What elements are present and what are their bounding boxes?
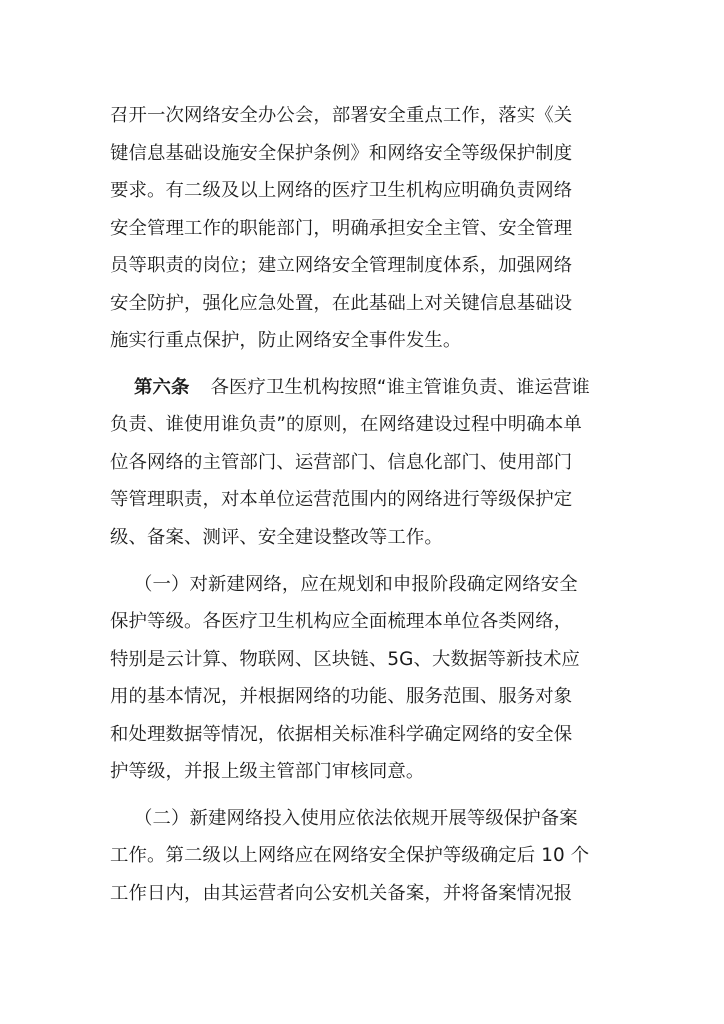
text-line: 召开一次网络安全办公会，部署安全重点工作，落实《关 <box>110 105 573 126</box>
text-line <box>110 369 610 407</box>
article-text: 各医疗卫生机构按照“谁主管谁负责、谁运营谁 <box>210 376 590 398</box>
text-line: 键信息基础设施安全保护条例》和网络安全等级保护制度 <box>110 142 573 164</box>
text-line: 工作。第二级以上网络应在网络安全保护等级确定后 10 个 <box>110 845 590 867</box>
text-line: （一）对新建网络，应在规划和申报阶段确定网络安全 <box>134 573 578 595</box>
text-line: 特别是云计算、物联网、区块链、5G、大数据等新技术应 <box>110 648 580 670</box>
text-line: 施实行重点保护，防止网络安全事件发生。 <box>110 330 462 351</box>
text-line: （二）新建网络投入使用应依法依规开展等级保护备案 <box>134 807 578 829</box>
text-line: 护等级，并报上级主管部门审核同意。 <box>110 761 425 783</box>
text-line: 工作日内，由其运营者向公安机关备案，并将备案情况报 <box>110 882 573 904</box>
text-line: 安全管理工作的职能部门，明确承担安全主管、安全管理 <box>110 217 573 239</box>
text-line: 负责、谁使用谁负责”的原则，在网络建设过程中明确本单 <box>110 414 582 436</box>
text-line: 安全防护，强化应急处置，在此基础上对关键信息基础设 <box>110 292 573 314</box>
paragraph-article-6 <box>110 369 610 557</box>
text-line: 要求。有二级及以上网络的医疗卫生机构应明确负责网络 <box>110 180 573 201</box>
document-body <box>110 97 610 912</box>
text-line: 位各网络的主管部门、运营部门、信息化部门、使用部门 <box>110 451 573 473</box>
text-line: 用的基本情况，并根据网络的功能、服务范围、服务对象 <box>110 686 573 708</box>
text-line: 级、备案、测评、安全建设整改等工作。 <box>110 526 443 548</box>
text-line: 和处理数据等情况，依据相关标准科学确定网络的安全保 <box>110 723 573 745</box>
text-line: 员等职责的岗位；建立网络安全管理制度体系，加强网络 <box>110 255 573 276</box>
paragraph-security-measures <box>110 97 610 360</box>
text-line: 保护等级。各医疗卫生机构应全面梳理本单位各类网络， <box>110 611 573 633</box>
paragraph-item-1 <box>110 566 610 791</box>
article-heading: 第六条 <box>134 376 190 398</box>
text-line: 等管理职责，对本单位运营范围内的网络进行等级保护定 <box>110 489 573 511</box>
paragraph-item-2 <box>110 800 610 913</box>
